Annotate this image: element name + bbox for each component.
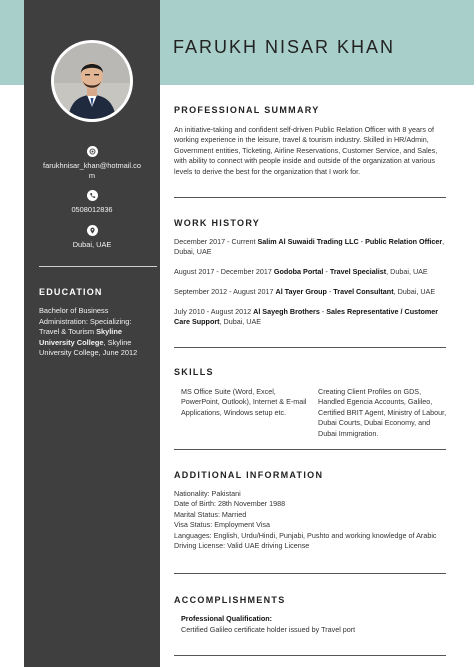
job-company: Al Tayer Group (275, 287, 327, 296)
job-location: , Dubai, UAE (386, 267, 428, 276)
education-line-sep: , Skyline (103, 337, 132, 347)
skills-divider (174, 449, 446, 450)
candidate-name: FARUKH NISAR KHAN (173, 37, 396, 57)
summary-text: An initiative-taking and confident self-driven Public Relation Officer with 8 years of working experience in the leisure, travel & tourism industry. Skilled in HR/Admin, Government entities, Ticketing, Airline Reservations, Customer Service, and Sales, with ability to connect with people inside and outside of the organization at various levels to derive the best for the organization that I work for. (174, 125, 438, 176)
job-dates: September 2012 - August 2017 (174, 287, 274, 296)
job-company: Al Sayegh Brothers (253, 307, 320, 316)
summary-divider (174, 197, 446, 198)
education-line-specialization: Administration: Specializing: (39, 316, 132, 326)
job-location: , Dubai, UAE (174, 237, 445, 257)
sidebar (24, 0, 160, 667)
job-dates: August 2017 - December 2017 (174, 267, 272, 276)
additional-info-title: ADDITIONAL INFORMATION (174, 470, 324, 480)
phone-icon (87, 190, 98, 201)
info-languages: Languages: English, Urdu/Hindi, Punjabi, Pushto and working knowledge of Arabic (174, 530, 437, 540)
person-portrait-graphic (54, 43, 130, 119)
work-divider (174, 347, 446, 348)
education-school-part2: University College (39, 337, 104, 347)
job-entry: December 2017 - Current Salim Al Suwaidi Trading LLC - Public Relation Officer, Dubai, UAE (174, 237, 445, 257)
accomplishment-heading: Professional Qualification: (181, 614, 273, 623)
job-entry: August 2017 - December 2017 Godoba Portal - Travel Specialist, Dubai, UAE (174, 267, 428, 276)
summary-title: PROFESSIONAL SUMMARY (174, 105, 320, 115)
info-license: Driving License: Valid UAE driving License (174, 541, 310, 551)
accomplishments-divider (174, 655, 446, 656)
profile-photo (51, 40, 133, 122)
job-location: , Dubai, UAE (219, 317, 262, 327)
education-details (39, 306, 151, 359)
job-role: Public Relation Officer (365, 237, 443, 246)
job-role: Sales Representative / Customer Care Support (174, 307, 439, 327)
job-role: Travel Specialist (329, 267, 387, 276)
job-company: Salim Al Suwaidi Trading LLC (257, 237, 359, 246)
additional-info-list (174, 489, 446, 551)
contact-email (24, 146, 160, 181)
contact-location (24, 225, 160, 250)
additional-divider (174, 573, 446, 574)
job-dates: July 2010 - August 2012 (174, 307, 252, 316)
education-line-date: University College, June 2012 (39, 348, 138, 358)
skills-title: SKILLS (174, 367, 214, 377)
location-pin-icon (87, 225, 98, 236)
phone-text[interactable]: 0508012836 (71, 205, 113, 214)
profile-photo-image (54, 43, 130, 119)
education-title: EDUCATION (39, 287, 103, 297)
info-dob: Date of Birth: 28th November 1988 (174, 499, 286, 509)
info-marital: Marital Status: Married (174, 509, 247, 519)
job-role: Travel Consultant (333, 287, 394, 296)
job-company: Godoba Portal (273, 267, 324, 276)
skills-right: Creating Client Profiles on GDS, Handled Egencia Accounts, Galileo, Certified BRIT Agent, Ministry of Labour, Dubai Courts, Dubai Economy, and Dubai Immigration. (318, 387, 447, 438)
education-school-part1: Skyline (96, 327, 122, 337)
sidebar-divider (39, 266, 157, 267)
work-history-title: WORK HISTORY (174, 218, 261, 228)
education-line-field: Travel & Tourism (39, 327, 95, 337)
job-entry: September 2012 - August 2017 Al Tayer Group - Travel Consultant, Dubai, UAE (174, 287, 436, 296)
education-line-degree: Bachelor of Business (39, 306, 109, 315)
email-text[interactable]: farukhnisar_khan@hotmail.com (43, 161, 141, 180)
job-entry: July 2010 - August 2012 Al Sayegh Brothers - Sales Representative / Customer Care Support, Dubai, UAE (174, 307, 439, 327)
location-text: Dubai, UAE (72, 240, 112, 249)
accomplishment-text: Certified Galileo certificate holder issued by Travel port (181, 625, 356, 634)
info-visa: Visa Status: Employment Visa (174, 520, 271, 530)
email-icon (87, 146, 98, 157)
job-location: , Dubai, UAE (393, 287, 436, 296)
accomplishments-title: ACCOMPLISHMENTS (174, 595, 286, 605)
job-dates: December 2017 - Current (174, 237, 256, 246)
info-nationality: Nationality: Pakistani (174, 489, 241, 498)
skills-left: MS Office Suite (Word, Excel, PowerPoint, Outlook), Internet & E-mail Applications, Windows setup etc. (181, 387, 307, 417)
contact-phone (24, 190, 160, 215)
